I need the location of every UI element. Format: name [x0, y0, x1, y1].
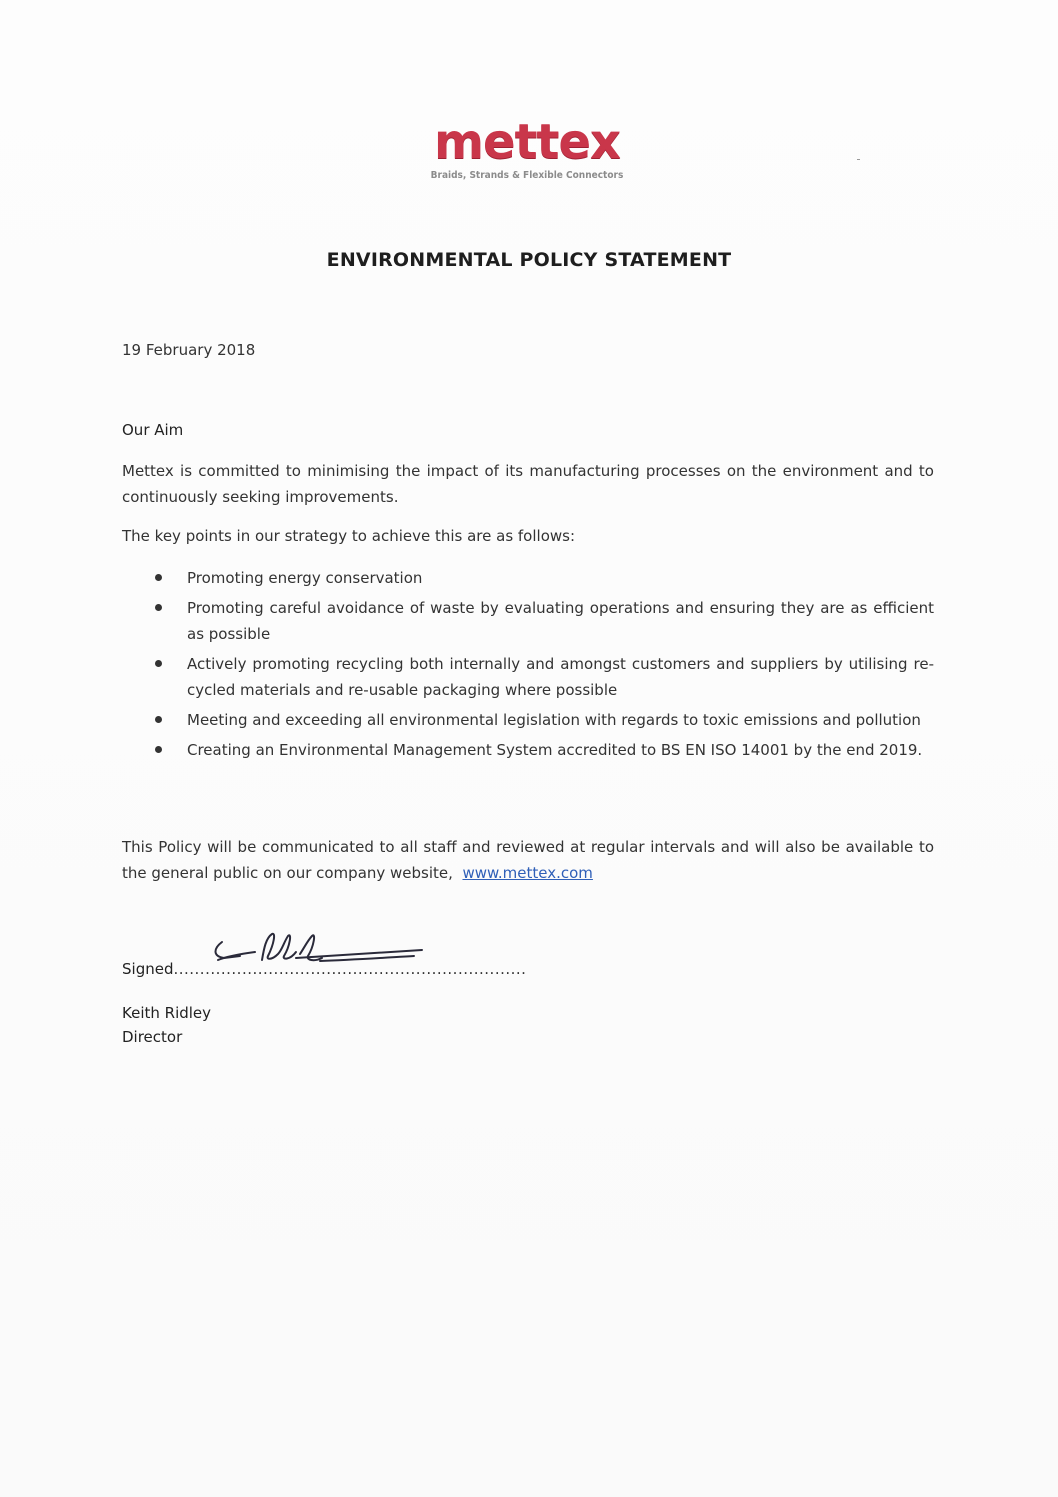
list-item-text: Promoting careful avoidance of waste by evaluating operations and ensuring they are as efficient as possible: [187, 599, 934, 643]
strategy-list: [122, 565, 934, 767]
list-item: [122, 565, 934, 591]
list-item: [122, 595, 934, 647]
signatory-role: Director: [122, 1028, 183, 1046]
signatory-name: Keith Ridley: [122, 1004, 212, 1022]
logo-wordmark: mettex: [434, 114, 620, 170]
signature-line: [122, 958, 526, 980]
bullet-icon: [155, 746, 162, 753]
bullet-icon: [155, 574, 162, 581]
document-date: 19 February 2018: [122, 341, 256, 359]
scan-speck: [857, 159, 860, 160]
company-logo: [412, 116, 642, 182]
page-title: ENVIRONMENTAL POLICY STATEMENT: [326, 249, 732, 271]
section-heading: Our Aim: [122, 421, 184, 439]
list-item: [122, 707, 934, 733]
list-item: [122, 737, 934, 763]
signature-dots: ...................................................................: [173, 960, 527, 978]
list-item-text: Actively promoting recycling both internally and amongst customers and suppliers by utilising re-cycled materials and re-usable packaging where possible: [187, 655, 934, 699]
closing-text: This Policy will be communicated to all staff and reviewed at regular intervals and will also be available to the general public on our company website,: [122, 838, 934, 882]
list-item-text: Meeting and exceeding all environmental legislation with regards to toxic emissions and pollution: [187, 711, 921, 729]
lead-in-paragraph: The key points in our strategy to achieve this are as follows:: [122, 527, 576, 545]
closing-paragraph: [122, 834, 934, 886]
intro-paragraph: Mettex is committed to minimising the impact of its manufacturing processes on the environment and to continuously seeking improvements.: [122, 462, 934, 506]
list-item: [122, 651, 934, 703]
list-item-text: Promoting energy conservation: [187, 569, 423, 587]
website-link[interactable]: www.mettex.com: [462, 864, 593, 882]
bullet-icon: [155, 660, 162, 667]
logo-tagline: Braids, Strands & Flexible Connectors: [430, 170, 624, 181]
bullet-icon: [155, 604, 162, 611]
bullet-icon: [155, 716, 162, 723]
signed-label: Signed: [122, 960, 174, 978]
list-item-text: Creating an Environmental Management System accredited to BS EN ISO 14001 by the end 2019.: [187, 741, 923, 759]
